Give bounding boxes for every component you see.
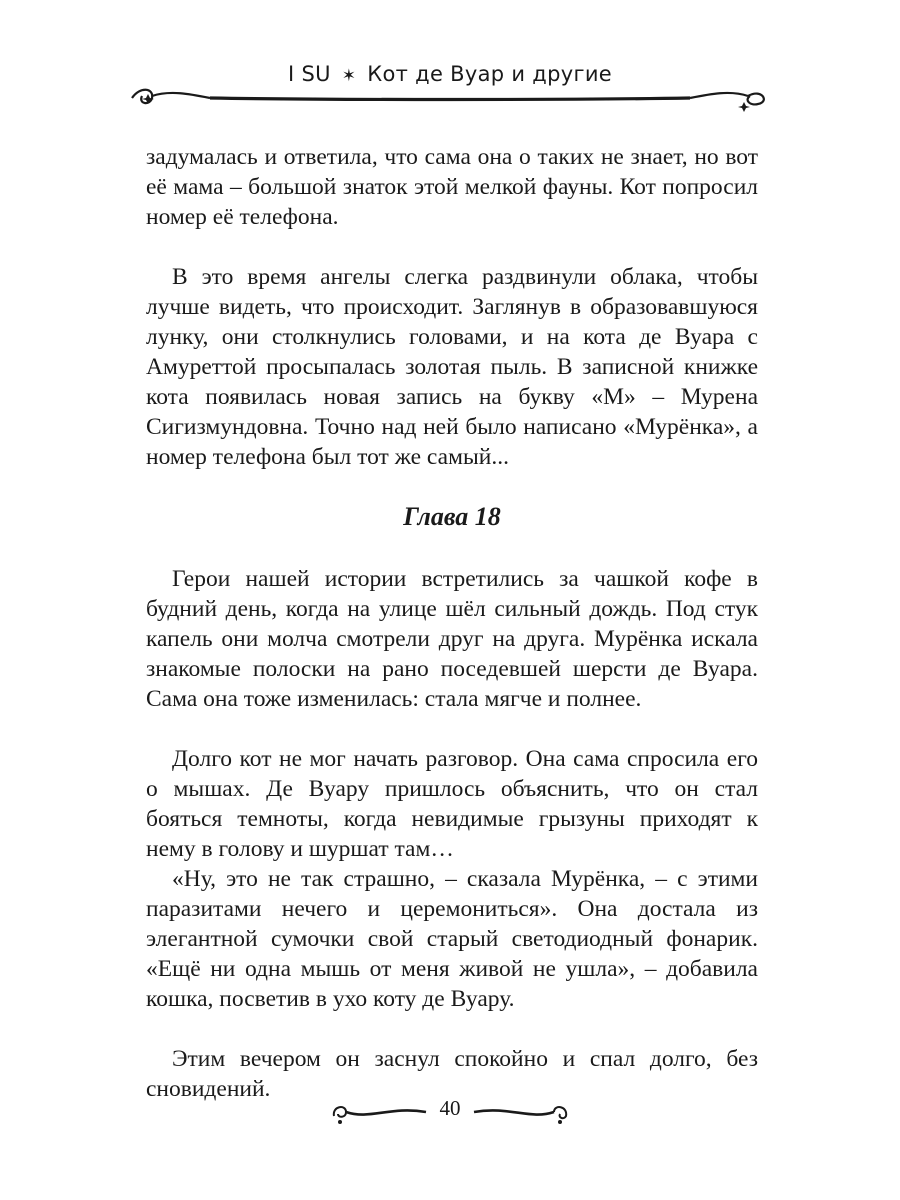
series-label: I SU [288,62,331,86]
star-icon: ✶ [341,66,357,86]
paragraph: Герои нашей истории встретились за чашкой кофе в будний день, когда на улице шёл сильный дождь. Под стук капель они молча смотрели друг на друга. Мурёнка искала знакомые полоски на рано поседевшей шерсти де Вуара. Сама она тоже изменилась: стала мягче и полнее. [146,566,758,712]
page-footer [330,1092,570,1132]
paragraph: Долго кот не мог начать разговор. Она сама спросила его о мышах. Де Вуару пришлось объяснить, что он стал бояться темноты, когда невидимые грызуны приходят к нему в голову и шуршат там… [146,746,758,862]
chapter-title: Глава 18 [403,502,501,531]
header-title [130,62,770,86]
paragraph: «Ну, это не так страшно, – сказала Мурёнка, – с этими паразитами нечего и церемониться». Она достала из элегантной сумочки свой старый светодиодный фонарик. «Ещё ни одна мышь от меня живой не ушла», – добавила кошка, посветив в ухо коту де Вуару. [146,866,758,1012]
book-title: Кот де Вуар и другие [367,62,612,86]
text-block-bottom [146,564,758,1104]
paragraph: Этим вечером он заснул спокойно и спал долго, без сновидений. [146,1046,758,1102]
paragraph: задумалась и ответила, что сама она о таких не знает, но вот её мама – большой знаток этой мелкой фауны. Кот попросил номер её телефона. [146,144,758,230]
text-block-top [146,142,758,472]
paragraph: В это время ангелы слегка раздвинули облака, чтобы лучше видеть, что происходит. Заглянув в образовавшуюся лунку, они столкнулись головами, и на кота де Вуара с Амуреттой просыпалась золотая пыль. В записной книжке кота появилась новая запись на букву «М» – Мурена Сигизмундовна. Точно над ней было написано «Мурёнка», а номер телефона был тот же самый... [146,264,758,470]
running-header [130,56,770,106]
page-number: 40 [439,1096,461,1120]
